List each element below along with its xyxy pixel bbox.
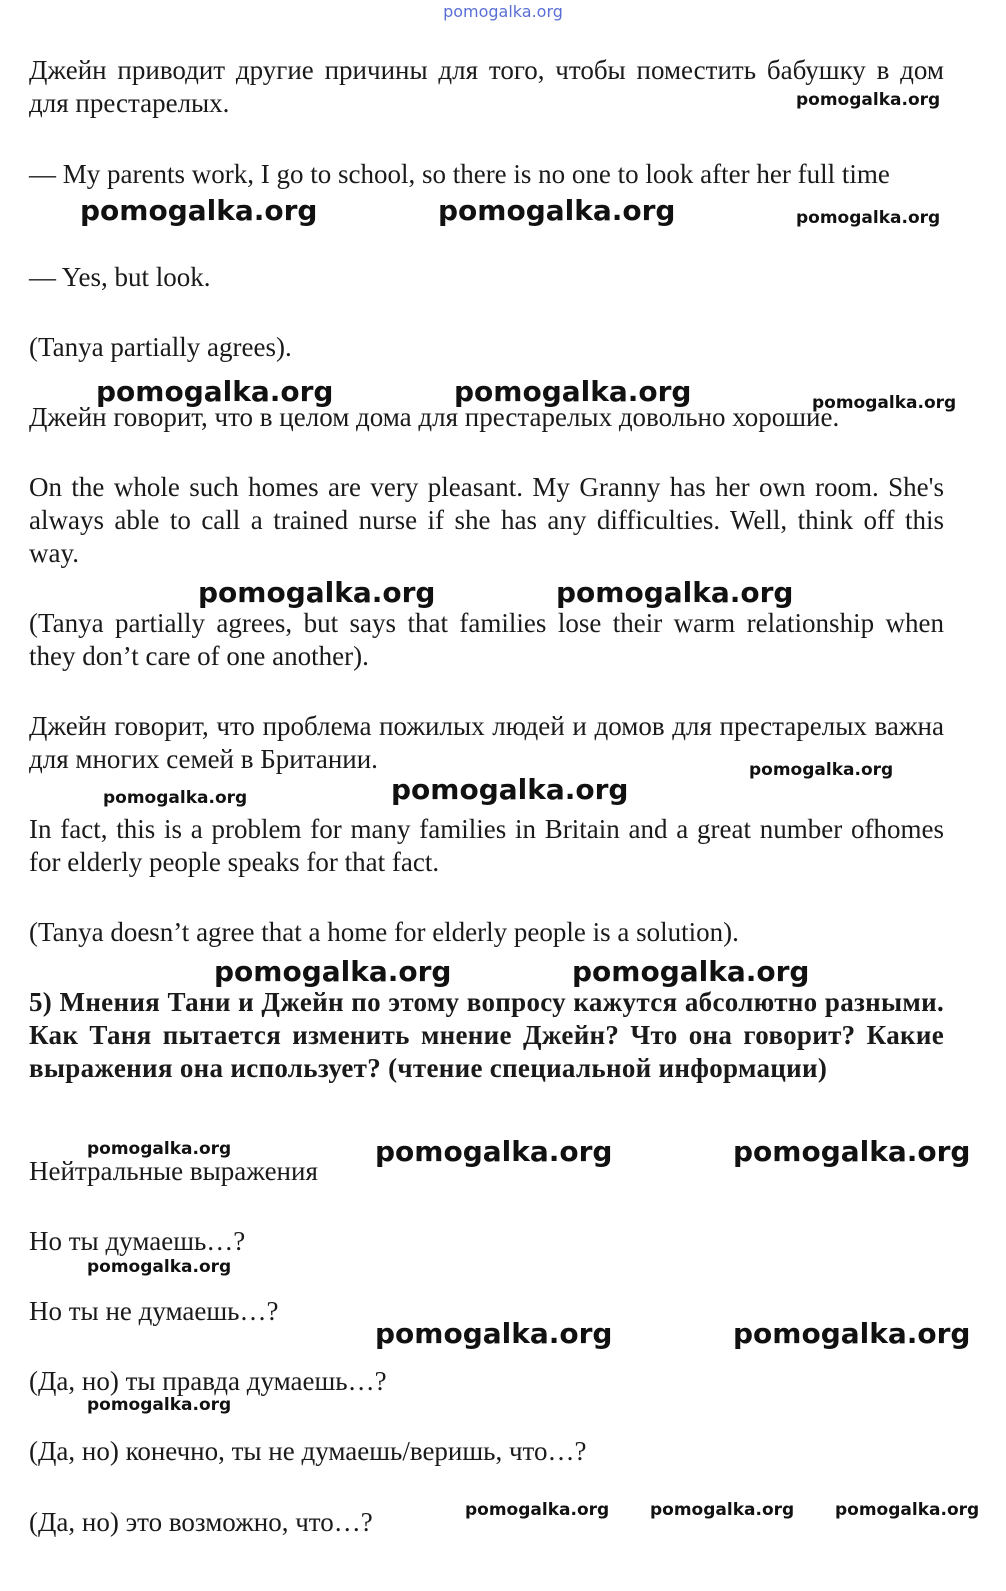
watermark: pomogalka.org bbox=[835, 1500, 980, 1520]
watermark: pomogalka.org bbox=[556, 576, 794, 609]
paragraph-3: — Yes, but look. bbox=[29, 262, 211, 292]
watermark: pomogalka.org bbox=[812, 393, 957, 413]
expression-2: Но ты не думаешь…? bbox=[29, 1296, 279, 1326]
paragraph-6: On the whole such homes are very pleasant. My Granny has her own room. She's always able to call a trained nurse if she has any difficulties. Well, think off this way. bbox=[29, 472, 944, 568]
expression-1: Но ты думаешь…? bbox=[29, 1226, 246, 1256]
paragraph-2: — My parents work, I go to school, so there is no one to look after her full time bbox=[29, 159, 890, 189]
expression-4: (Да, но) конечно, ты не думаешь/веришь, что…? bbox=[29, 1436, 587, 1466]
neutral-expressions-heading: Нейтральные выражения bbox=[29, 1156, 318, 1186]
watermark: pomogalka.org bbox=[465, 1500, 610, 1520]
paragraph-9: In fact, this is a problem for many families in Britain and a great number ofhomes for elderly people speaks for that fact. bbox=[29, 814, 944, 877]
watermark: pomogalka.org bbox=[733, 1135, 971, 1168]
paragraph-5: Джейн говорит, что в целом дома для престарелых довольно хорошие. bbox=[29, 402, 840, 432]
watermark: pomogalka.org bbox=[733, 1317, 971, 1350]
watermark: pomogalka.org bbox=[214, 955, 452, 988]
watermark: pomogalka.org bbox=[391, 773, 629, 806]
watermark: pomogalka.org bbox=[650, 1500, 795, 1520]
watermark: pomogalka.org bbox=[375, 1317, 613, 1350]
site-link[interactable]: pomogalka.org bbox=[443, 2, 563, 21]
paragraph-10: (Tanya doesn’t agree that a home for elderly people is a solution). bbox=[29, 917, 739, 947]
watermark: pomogalka.org bbox=[572, 955, 810, 988]
watermark: pomogalka.org bbox=[438, 194, 676, 227]
watermark: pomogalka.org bbox=[80, 194, 318, 227]
expression-3: (Да, но) ты правда думаешь…? bbox=[29, 1366, 387, 1396]
watermark: pomogalka.org bbox=[198, 576, 436, 609]
paragraph-7: (Tanya partially agrees, but says that families lose their warm relationship when they don’t care of one another). bbox=[29, 608, 944, 671]
watermark: pomogalka.org bbox=[87, 1257, 232, 1277]
watermark: pomogalka.org bbox=[375, 1135, 613, 1168]
watermark: pomogalka.org bbox=[454, 375, 692, 408]
task-5-heading: 5) Мнения Тани и Джейн по этому вопросу кажутся абсолютно разными. Как Таня пытается изменить мнение Джейн? Что она говорит? Какие выражения она использует? (чтение специальной информации) bbox=[29, 987, 944, 1083]
watermark: pomogalka.org bbox=[87, 1395, 232, 1415]
watermark: pomogalka.org bbox=[749, 760, 894, 780]
watermark: pomogalka.org bbox=[96, 375, 334, 408]
expression-5: (Да, но) это возможно, что…? bbox=[29, 1507, 373, 1537]
watermark: pomogalka.org bbox=[796, 208, 941, 228]
watermark: pomogalka.org bbox=[87, 1139, 232, 1159]
paragraph-8: Джейн говорит, что проблема пожилых людей и домов для престарелых важна для многих семей в Британии. bbox=[29, 711, 944, 774]
paragraph-4: (Tanya partially agrees). bbox=[29, 332, 292, 362]
watermark: pomogalka.org bbox=[103, 788, 248, 808]
watermark: pomogalka.org bbox=[796, 90, 941, 110]
paragraph-1: Джейн приводит другие причины для того, чтобы поместить бабушку в дом для престарелых. bbox=[29, 55, 944, 118]
